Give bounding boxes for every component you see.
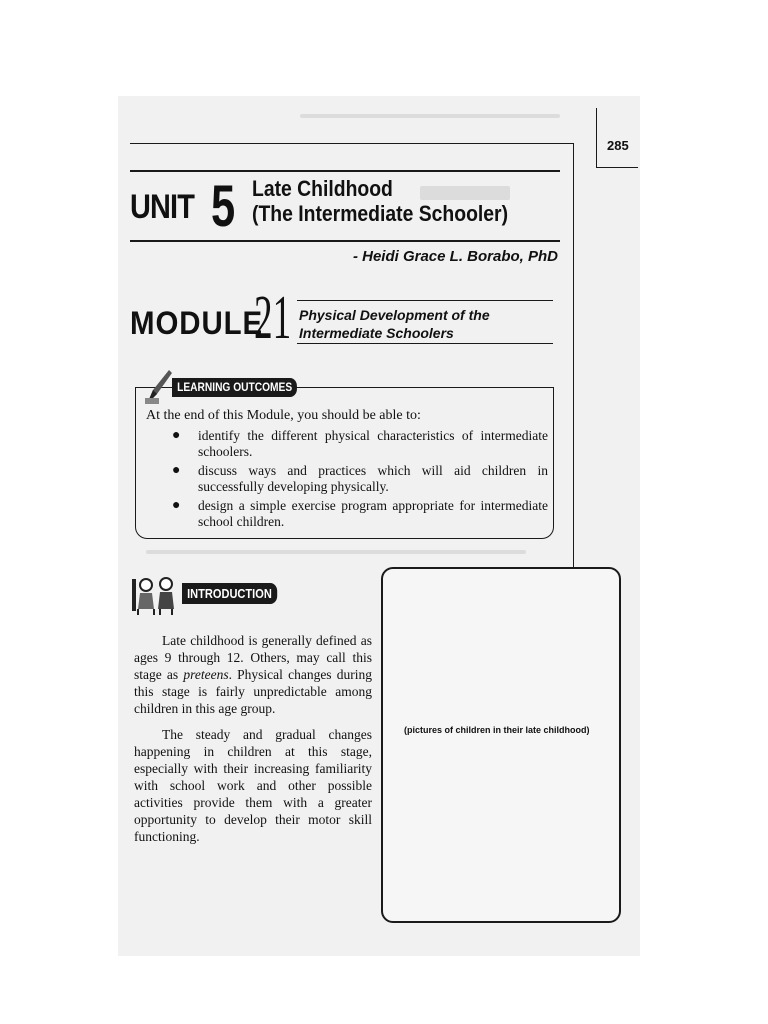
unit-bottom-rule xyxy=(130,240,560,242)
module-number: 21 xyxy=(254,284,292,352)
module-label: MODULE xyxy=(130,305,264,341)
unit-label: UNIT xyxy=(130,188,195,226)
bullet-icon: ● xyxy=(172,463,181,478)
scan-artifact xyxy=(300,114,560,118)
pencil-icon xyxy=(143,368,173,406)
introduction-paragraph: Late childhood is generally defined as ages 9 through 12. Others, may call this stage as preteens. Physical changes during this stage is fairly unpredictable among children in this age group. xyxy=(134,633,372,716)
right-margin-rule xyxy=(573,143,574,568)
module-title-line1: Physical Development of the xyxy=(299,307,490,323)
learning-outcomes-list xyxy=(170,428,548,533)
list-item: ● identify the different physical characteristics of intermediate schoolers. xyxy=(172,428,548,459)
learning-outcomes-intro: At the end of this Module, you should be able to: xyxy=(146,408,421,423)
author: - Heidi Grace L. Borabo, PhD xyxy=(352,248,558,265)
module-title xyxy=(299,306,549,342)
children-icon xyxy=(132,575,184,615)
list-item: ● discuss ways and practices which will aid children in successfully developing physically. xyxy=(172,463,548,494)
learning-outcomes-heading: LEARNING OUTCOMES xyxy=(172,378,297,397)
page-number: 285 xyxy=(607,138,629,153)
top-rule xyxy=(130,143,574,144)
unit-number: 5 xyxy=(211,174,236,239)
list-item: ● design a simple exercise program appropriate for intermediate school children. xyxy=(172,498,548,529)
module-top-rule xyxy=(297,300,553,301)
module-bottom-rule xyxy=(297,343,553,344)
introduction-heading: INTRODUCTION xyxy=(182,583,277,604)
page-number-underline xyxy=(596,167,638,168)
unit-title-line2: (The Intermediate Schooler) xyxy=(252,201,509,227)
module-title-line2: Intermediate Schoolers xyxy=(299,325,454,342)
unit-title-line1: Late Childhood xyxy=(252,176,393,201)
picture-caption: (pictures of children in their late childhood) xyxy=(404,725,590,735)
unit-title xyxy=(252,176,508,227)
picture-placeholder-box xyxy=(381,567,621,923)
page-number-rule xyxy=(596,108,597,168)
unit-top-rule xyxy=(130,170,560,172)
scan-artifact xyxy=(146,550,526,554)
bullet-icon: ● xyxy=(172,498,181,513)
introduction-body xyxy=(134,632,372,854)
introduction-paragraph: The steady and gradual changes happening in children at this stage, especially with their increasing familiarity with school work and other possible activities provide them with a greater opportunity to develop their motor skill functioning. xyxy=(134,727,372,844)
bullet-icon: ● xyxy=(172,428,181,443)
